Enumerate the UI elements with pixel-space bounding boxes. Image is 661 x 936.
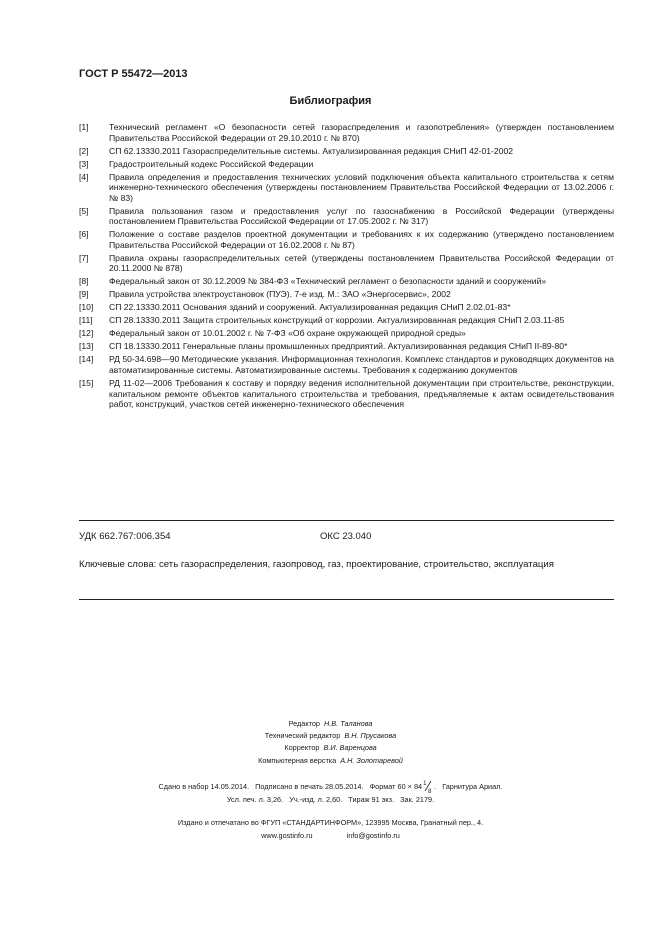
- oks-code: ОКС 23.040: [320, 531, 372, 542]
- item-number: [5]: [79, 205, 89, 216]
- item-text: РД 11-02—2006 Требования к составу и порядку ведения исполнительной документации при строительстве, реконструкции, капитальном ремонте объектов капитального строительства и требования, предъявляемые к актам освидетельствования работ, конструкций, участков сетей инженерно-технического обеспечения: [109, 377, 614, 410]
- bibliography-item: [79, 229, 614, 250]
- item-text: Правила охраны газораспределительных сетей (утверждены постановлением Правительства Российской Федерации от 20.11.2000 № 878): [109, 252, 614, 274]
- bibliography-item: [79, 354, 614, 375]
- staff-line-tech-editor: [0, 730, 661, 742]
- print-info: [0, 780, 661, 806]
- item-text: СП 22.13330.2011 Основания зданий и сооружений. Актуализированная редакция СНиП 2.02.01-83*: [109, 302, 511, 313]
- bibliography-item: [79, 159, 614, 170]
- item-number: [4]: [79, 171, 89, 182]
- bibliography-list: [79, 122, 614, 412]
- staff-line-editor: [0, 718, 661, 730]
- bibliography-item: [79, 315, 614, 326]
- item-text: РД 50-34.698—90 Методические указания. Информационная технология. Комплекс стандартов и руководящих документов на автоматизированные системы. Автоматизированные системы. Требования к содержанию документов: [109, 354, 614, 375]
- item-text: Положение о составе разделов проектной документации и требованиях к их содержанию (утверждено постановлением Правительства Российской Федерации от 16.02.2008 г. № 87): [109, 229, 614, 250]
- print-line-1: [0, 780, 661, 796]
- bibliography-item: [79, 146, 614, 157]
- item-number: [1]: [79, 122, 89, 132]
- item-number: [3]: [79, 158, 89, 169]
- staff-line-proofreader: [0, 742, 661, 754]
- item-text: Технический регламент «О безопасности сетей газораспределения и газопотребления» (утвержден постановлением Правительства Российской Федерации от 29.10.2010 г. № 870): [109, 122, 614, 143]
- bibliography-title: Библиография: [289, 95, 372, 107]
- item-number: [11]: [79, 315, 93, 326]
- staff-line-layout: [0, 755, 661, 767]
- staff-name: А.Н. Золотаревой: [340, 755, 403, 765]
- staff-name: Н.В. Таланова: [323, 719, 373, 728]
- item-number: [13]: [79, 341, 94, 352]
- print-line-2: Усл. печ. л. 3,26. Уч.-изд. л. 2,60. Тираж 91 экз. Зак. 2179.: [226, 795, 435, 804]
- print-typeface: . Гарнитура Ариал.: [434, 782, 503, 791]
- publisher-info: [0, 816, 661, 842]
- publisher-address: Издано и отпечатано во ФГУП «СТАНДАРТИНФОРМ», 123995 Москва, Гранатный пер., 4.: [177, 818, 484, 827]
- top-divider: [79, 520, 614, 521]
- item-text: СП 18.13330.2011 Генеральные планы промышленных предприятий. Актуализированная редакция СНиП II-89-80*: [109, 341, 568, 352]
- item-number: [12]: [79, 328, 94, 339]
- bibliography-item: [79, 378, 614, 410]
- item-text: Градостроительный кодекс Российской Федерации: [109, 158, 314, 169]
- item-text: Федеральный закон от 30.12.2009 № 384-ФЗ «Технический регламент о безопасности зданий и сооружений»: [109, 276, 547, 287]
- item-text: СП 62.13330.2011 Газораспределительные системы. Актуализированная редакция СНиП 42-01-2002: [109, 145, 514, 156]
- staff-role: Технический редактор: [264, 731, 341, 741]
- staff-credits: [0, 718, 661, 767]
- staff-name: В.И. Варенцова: [323, 743, 377, 753]
- item-text: Правила определения и предоставления технических условий подключения объекта капитального строительства к сетям инженерно-технического обеспечения (утверждены постановлением Правительства Российской Федерации от 13.02.2006 г. № 83): [109, 171, 614, 203]
- publisher-contacts: [0, 829, 661, 842]
- bibliography-item: [79, 172, 614, 204]
- item-number: [10]: [79, 302, 94, 313]
- staff-role: Корректор: [284, 743, 320, 753]
- item-text: Правила устройства электроустановок (ПУЭ). 7-е изд. М.: ЗАО «Энергосервис», 2002: [109, 289, 451, 300]
- staff-name: В.Н. Прусакова: [344, 731, 397, 741]
- bibliography-item: [79, 341, 614, 352]
- fraction-numerator: 1: [423, 781, 427, 788]
- item-text: Правила пользования газом и предоставления услуг по газоснабжению в Российской Федерации (утверждены постановлением Правительства Российской Федерации от 17.05.2002 г. № 317): [109, 205, 614, 227]
- udk-code: УДК 662.767:006.354: [79, 531, 171, 542]
- item-number: [15]: [79, 377, 94, 388]
- bibliography-item: [79, 122, 614, 143]
- bibliography-item: [79, 276, 614, 287]
- item-number: [8]: [79, 276, 89, 287]
- item-number: [2]: [79, 145, 89, 156]
- item-text: Федеральный закон от 10.01.2002 г. № 7-ФЗ «Об охране окружающей природной среды»: [109, 328, 466, 339]
- format-fraction: [422, 781, 434, 796]
- keywords: Ключевые слова: сеть газораспределения, газопровод, газ, проектирование, строительство, эксплуатация: [79, 559, 554, 570]
- staff-role: Редактор: [288, 719, 320, 728]
- bibliography-item: [79, 253, 614, 274]
- publisher-email: info@gostinfo.ru: [346, 831, 400, 840]
- bibliography-item: [79, 206, 614, 227]
- staff-role: Компьютерная верстка: [258, 755, 337, 765]
- bibliography-item: [79, 328, 614, 339]
- bibliography-item: [79, 289, 614, 300]
- bottom-divider: [79, 599, 614, 600]
- document-number: ГОСТ Р 55472—2013: [79, 68, 188, 80]
- bibliography-item: [79, 302, 614, 313]
- publisher-website: www.gostinfo.ru: [261, 831, 313, 840]
- item-number: [9]: [79, 289, 89, 300]
- print-dates-format: Сдано в набор 14.05.2014. Подписано в печать 28.05.2014. Формат 60 × 84: [158, 782, 423, 791]
- fraction-denominator: 8: [428, 789, 432, 796]
- item-number: [6]: [79, 229, 89, 240]
- item-text: СП 28.13330.2011 Защита строительных конструкций от коррозии. Актуализированная редакция СНиП 2.03.11-85: [109, 315, 565, 326]
- item-number: [7]: [79, 252, 89, 263]
- item-number: [14]: [79, 354, 94, 365]
